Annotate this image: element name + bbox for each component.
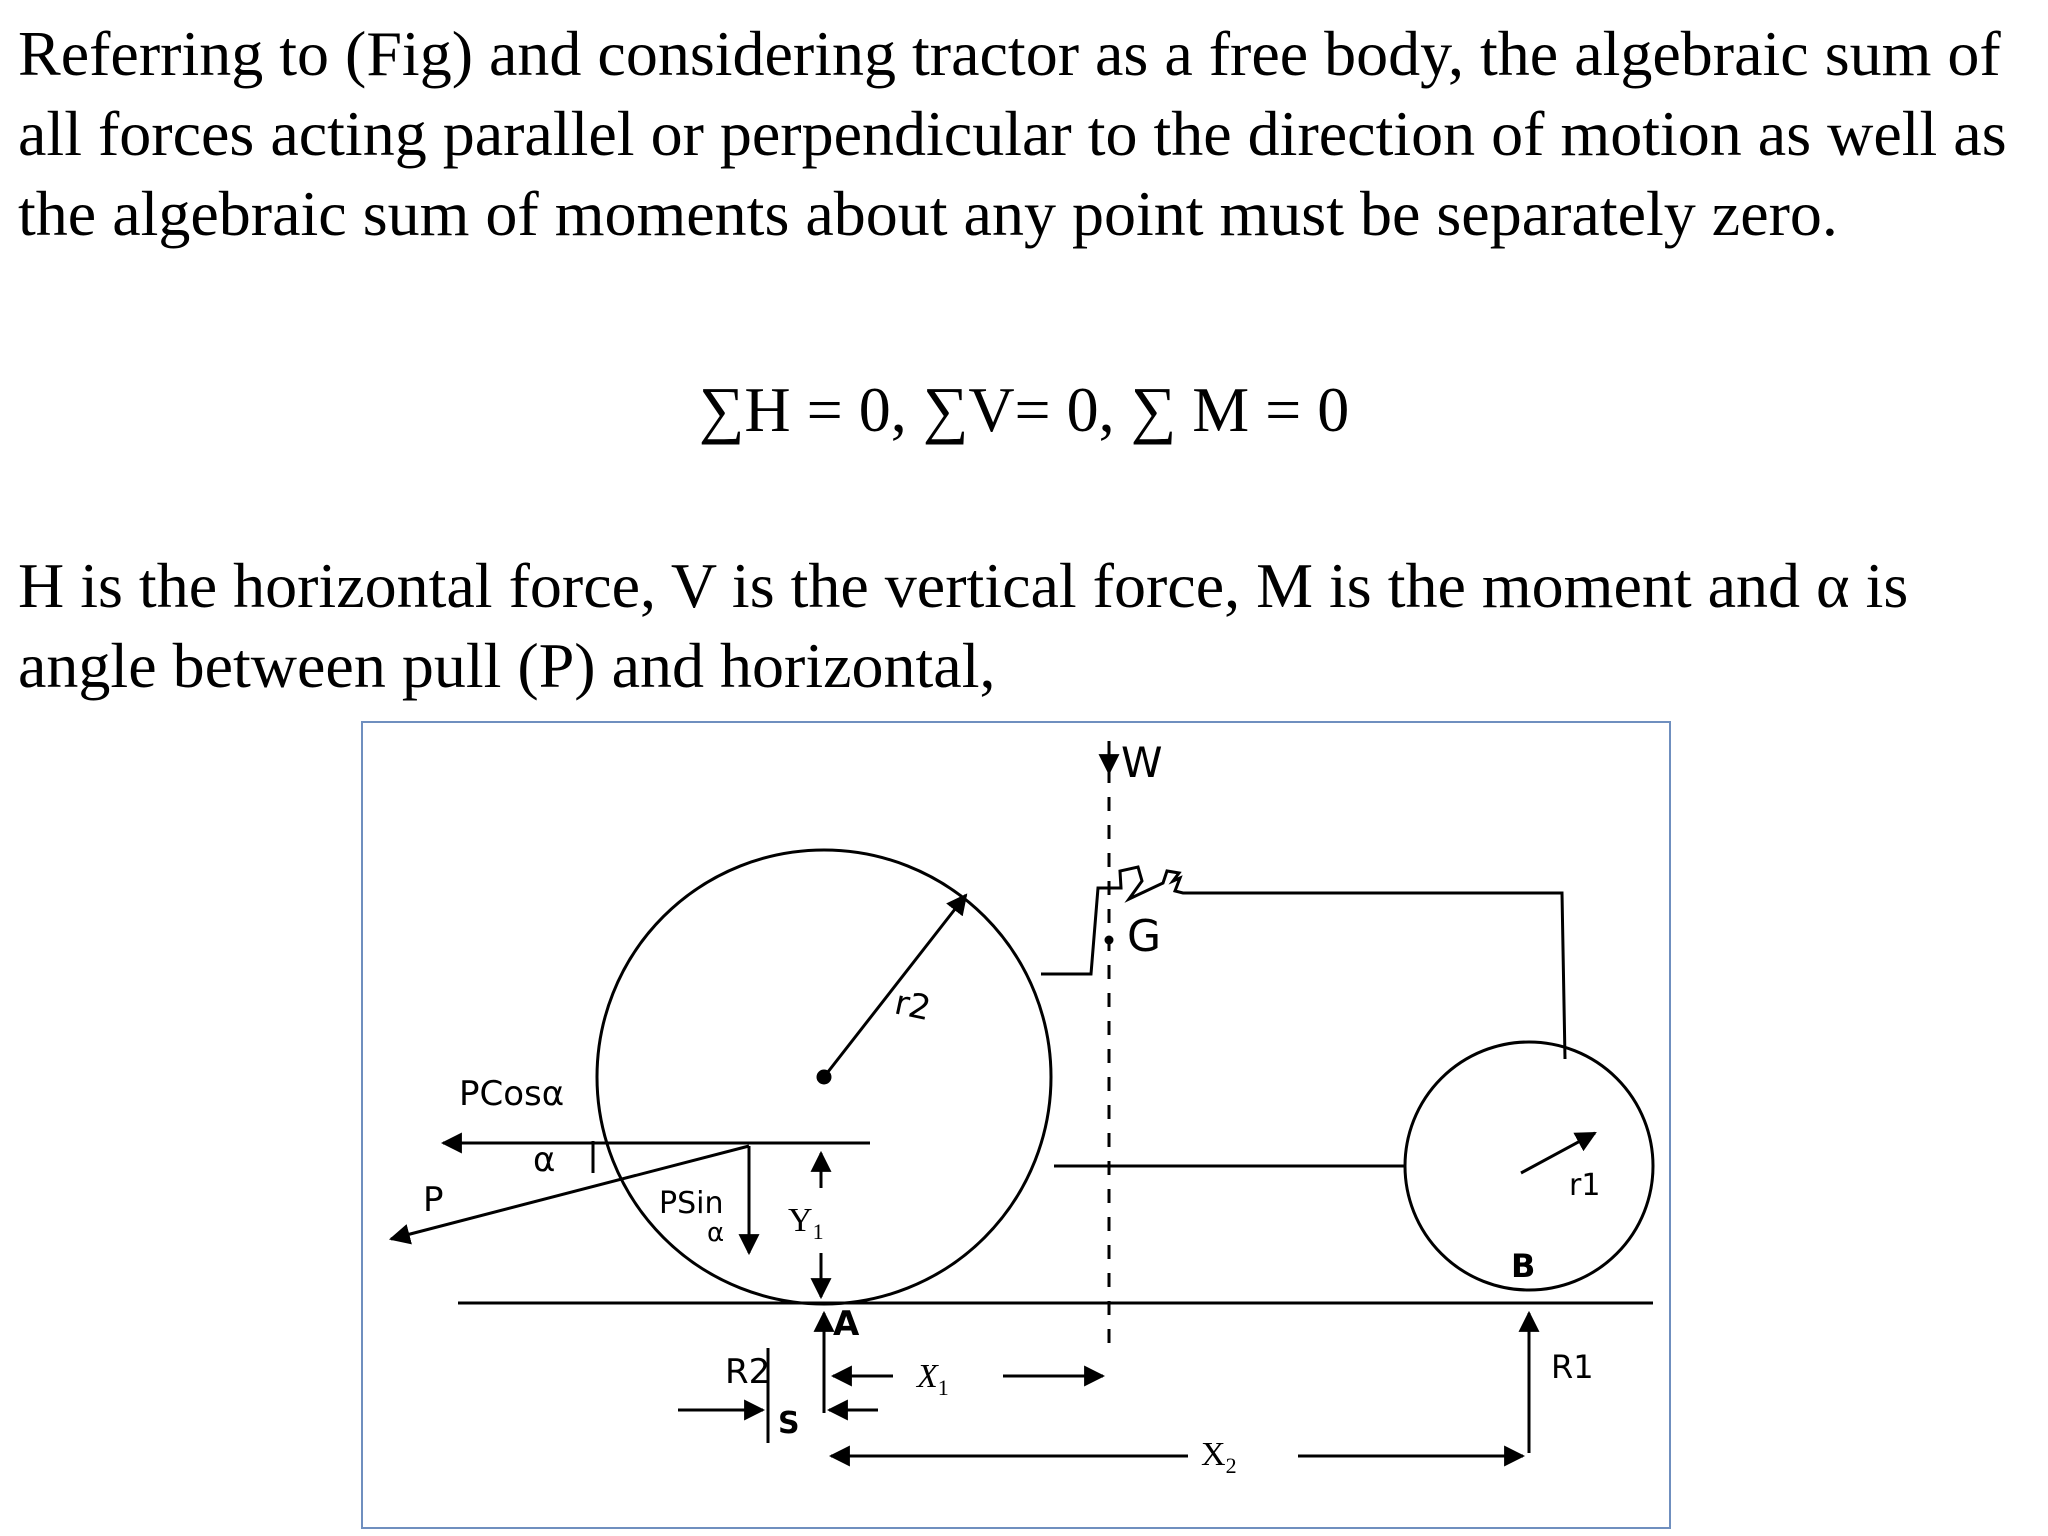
label-rear-radius: r2 [891, 982, 935, 1030]
label-pull-vertical-bottom: α [707, 1218, 725, 1248]
label-distance-x1: $X_1$ [917, 1358, 949, 1400]
tractor-body-outline [1041, 867, 1565, 1059]
rear-radius-line [824, 895, 966, 1077]
rear-axle-center [818, 1071, 830, 1083]
center-of-gravity-point [1106, 937, 1112, 943]
label-front-contact: B [1511, 1247, 1536, 1285]
label-hitch-height: $Y_1$ [788, 1202, 824, 1244]
label-shift: S [778, 1406, 800, 1441]
diagram-canvas [363, 723, 1669, 1527]
label-rear-reaction: R2 [725, 1352, 771, 1392]
definitions-paragraph: H is the horizontal force, V is the vertical force, M is the moment and α is angle between pull (P) and horizontal, [18, 550, 1909, 701]
label-distance-x2: $X_2$ [1201, 1436, 1237, 1478]
label-center-of-gravity: G [1127, 911, 1162, 962]
front-radius-line [1521, 1133, 1595, 1173]
label-pull-vertical-top: PSin [659, 1186, 724, 1221]
label-angle: α [533, 1140, 556, 1180]
equilibrium-equation: ∑H = 0, ∑V= 0, ∑ M = 0 [698, 374, 1350, 445]
label-front-reaction: R1 [1551, 1348, 1594, 1386]
label-pull: P [423, 1180, 444, 1220]
intro-paragraph: Referring to (Fig) and considering tractor as a free body, the algebraic sum of all forces acting parallel or perpendicular to the direction of motion as well as the algebraic sum of moments about any point must be separately zero. [18, 18, 2007, 249]
label-front-radius: r1 [1569, 1168, 1601, 1203]
tractor-free-body-diagram [361, 721, 1671, 1529]
label-pull-horizontal: PCosα [459, 1074, 565, 1114]
label-rear-contact: A [833, 1304, 860, 1344]
label-weight: W [1121, 738, 1163, 787]
